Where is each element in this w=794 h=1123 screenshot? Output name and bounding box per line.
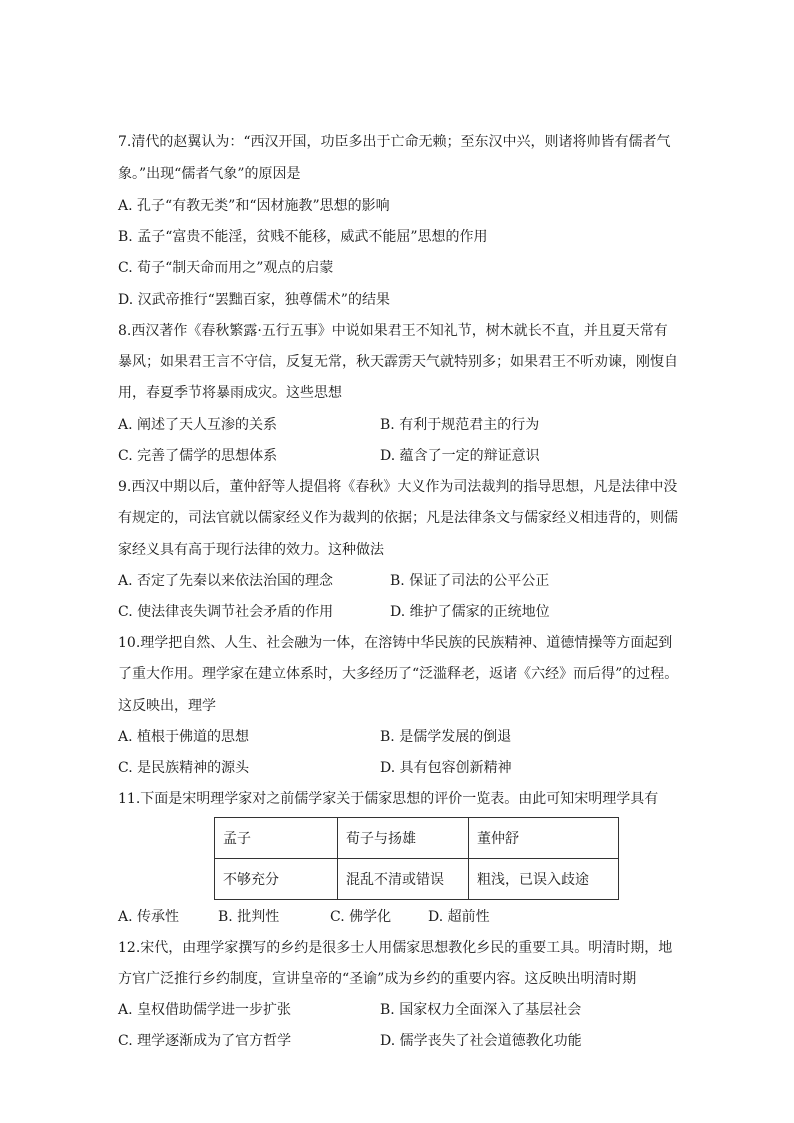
q11-option-d: D. 超前性 — [428, 909, 490, 925]
q9-stem-line1: 9.西汉中期以后，董仲舒等人提倡将《春秋》大义作为司法裁判的指导思想，凡是法律中没 — [118, 479, 678, 495]
q8-option-c: C. 完善了儒学的思想体系 — [118, 448, 278, 464]
q7-option-a: A. 孔子“有教无类”和“因材施教”思想的影响 — [118, 198, 390, 214]
q12-option-c: C. 理学逐渐成为了官方哲学 — [118, 1033, 292, 1049]
q12-option-b: B. 国家权力全面深入了基层社会 — [380, 1002, 582, 1018]
table-row — [215, 859, 619, 900]
q9-option-a: A. 否定了先秦以来依法治国的理念 — [118, 573, 334, 589]
q8-stem-line2: 暴风；如果君王言不守信，反复无常，秋天霹雳天气就特别多；如果君王不听劝谏，刚愎自 — [118, 354, 678, 370]
q9-option-d: D. 维护了儒家的正统地位 — [390, 604, 550, 620]
q7-option-d: D. 汉武帝推行“罢黜百家，独尊儒术”的结果 — [118, 292, 390, 308]
q9-option-c: C. 使法律丧失调节社会矛盾的作用 — [118, 604, 334, 620]
q10-stem-line3: 这反映出，理学 — [118, 698, 216, 714]
table-cell: 不够充分 — [215, 859, 338, 900]
q10-stem-line1: 10.理学把自然、人生、社会融为一体，在溶铸中华民族的民族精神、道德情操等方面起到 — [118, 635, 673, 651]
q8-stem-line1: 8.西汉著作《春秋繁露·五行五事》中说如果君王不知礼节，树木就长不直，并且夏天常有 — [118, 323, 668, 339]
q8-option-d: D. 蕴含了一定的辩证意识 — [380, 448, 540, 464]
q10-option-c: C. 是民族精神的源头 — [118, 760, 250, 776]
table-row — [215, 818, 619, 859]
q11-option-b: B. 批判性 — [218, 909, 280, 925]
q11-option-a: A. 传承性 — [118, 909, 180, 925]
table-cell: 孟子 — [215, 818, 338, 859]
q11-option-c: C. 佛学化 — [330, 909, 392, 925]
q12-stem-line2: 方官广泛推行乡约制度，宣讲皇帝的“圣谕”成为乡约的重要内容。这反映出明清时期 — [118, 971, 637, 987]
q10-option-a: A. 植根于佛道的思想 — [118, 729, 250, 745]
q10-stem-line2: 了重大作用。理学家在建立体系时，大多经历了“泛滥释老，返诸《六经》而后得”的过程。 — [118, 666, 679, 682]
q9-stem-line3: 家经义具有高于现行法律的效力。这种做法 — [118, 542, 384, 558]
table-cell: 粗浅，已误入歧途 — [469, 859, 619, 900]
q12-stem-line1: 12.宋代，由理学家撰写的乡约是很多士人用儒家思想教化乡民的重要工具。明清时期，地 — [118, 940, 673, 956]
table-cell: 董仲舒 — [469, 818, 619, 859]
q9-option-b: B. 保证了司法的公平公正 — [390, 573, 550, 589]
q12-option-d: D. 儒学丧失了社会道德教化功能 — [380, 1033, 582, 1049]
q10-option-b: B. 是儒学发展的倒退 — [380, 729, 512, 745]
q10-option-d: D. 具有包容创新精神 — [380, 760, 512, 776]
q7-stem-line2: 象。”出现“儒者气象”的原因是 — [118, 166, 301, 182]
q8-option-a: A. 阐述了天人互渗的关系 — [118, 417, 278, 433]
q11-evaluation-table — [214, 817, 619, 900]
q8-stem-line3: 用，春夏季节将暴雨成灾。这些思想 — [118, 385, 342, 401]
q11-stem-line1: 11.下面是宋明理学家对之前儒学家关于儒家思想的评价一览表。由此可知宋明理学具有 — [118, 791, 659, 807]
table-cell: 混乱不清或错误 — [338, 859, 469, 900]
q9-stem-line2: 有规定的，司法官就以儒家经义作为裁判的依据；凡是法律条文与儒家经义相违背的，则儒 — [118, 510, 678, 526]
q12-option-a: A. 皇权借助儒学进一步扩张 — [118, 1002, 292, 1018]
q8-option-b: B. 有利于规范君主的行为 — [380, 417, 540, 433]
q7-stem-line1: 7.清代的赵翼认为：“西汉开国，功臣多出于亡命无赖；至东汉中兴，则诸将帅皆有儒者气 — [118, 134, 671, 150]
q7-option-c: C. 荀子“制天命而用之”观点的启蒙 — [118, 260, 334, 276]
table-cell: 荀子与扬雄 — [338, 818, 469, 859]
q7-option-b: B. 孟子“富贵不能淫，贫贱不能移，威武不能屈”思想的作用 — [118, 229, 488, 245]
